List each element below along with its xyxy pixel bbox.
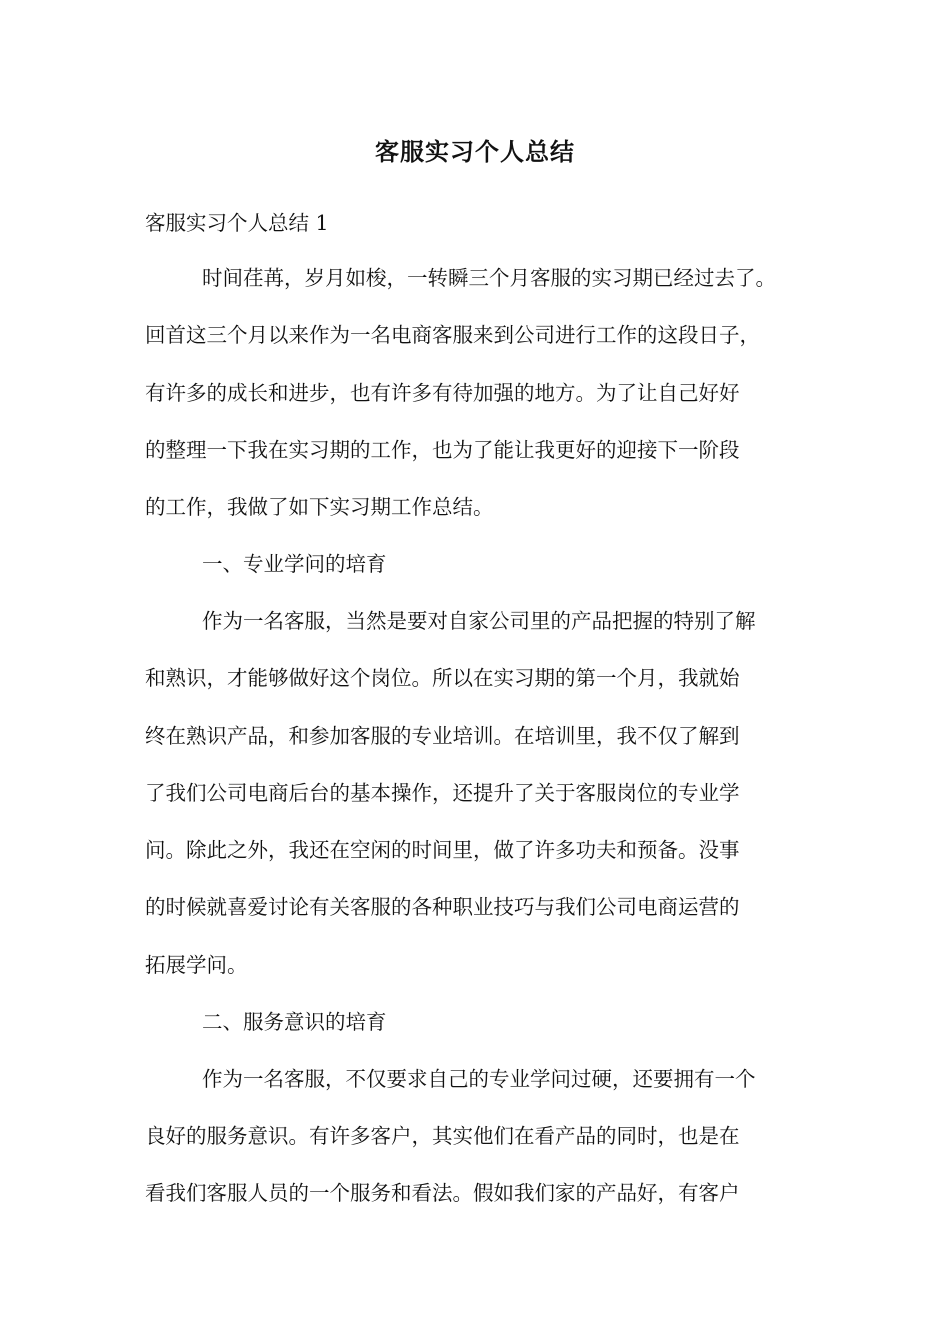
paragraph-line-2: 回首这三个月以来作为一名电商客服来到公司进行工作的这段日子， bbox=[145, 323, 760, 347]
paragraph-line-9: 了我们公司电商后台的基本操作，还提升了关于客服岗位的专业学 bbox=[145, 781, 740, 805]
paragraph-line-3: 有许多的成长和进步，也有许多有待加强的地方。为了让自己好好 bbox=[145, 381, 740, 405]
paragraph-line-10: 问。除此之外，我还在空闲的时间里，做了许多功夫和预备。没事 bbox=[145, 838, 740, 862]
paragraph-line-4: 的整理一下我在实习期的工作，也为了能让我更好的迎接下一阶段 bbox=[145, 438, 740, 462]
section-subtitle: 客服实习个人总结 1 bbox=[145, 211, 329, 235]
paragraph-line-6: 作为一名客服，当然是要对自家公司里的产品把握的特别了解 bbox=[202, 609, 756, 633]
paragraph-line-12: 拓展学问。 bbox=[145, 953, 248, 977]
paragraph-line-8: 终在熟识产品，和参加客服的专业培训。在培训里，我不仅了解到 bbox=[145, 724, 740, 748]
section-heading-2: 二、服务意识的培育 bbox=[202, 1010, 387, 1034]
paragraph-line-15: 看我们客服人员的一个服务和看法。假如我们家的产品好，有客户 bbox=[145, 1181, 740, 1205]
paragraph-line-7: 和熟识，才能够做好这个岗位。所以在实习期的第一个月，我就始 bbox=[145, 666, 740, 690]
paragraph-line-11: 的时候就喜爱讨论有关客服的各种职业技巧与我们公司电商运营的 bbox=[145, 895, 740, 919]
document-title: 客服实习个人总结 bbox=[375, 137, 575, 166]
paragraph-line-13: 作为一名客服，不仅要求自己的专业学问过硬，还要拥有一个 bbox=[202, 1067, 756, 1091]
paragraph-line-5: 的工作，我做了如下实习期工作总结。 bbox=[145, 495, 494, 519]
paragraph-line-14: 良好的服务意识。有许多客户，其实他们在看产品的同时，也是在 bbox=[145, 1124, 740, 1148]
section-heading-1: 一、专业学问的培育 bbox=[202, 552, 387, 576]
paragraph-line-1: 时间荏苒，岁月如梭，一转瞬三个月客服的实习期已经过去了。 bbox=[202, 266, 776, 290]
